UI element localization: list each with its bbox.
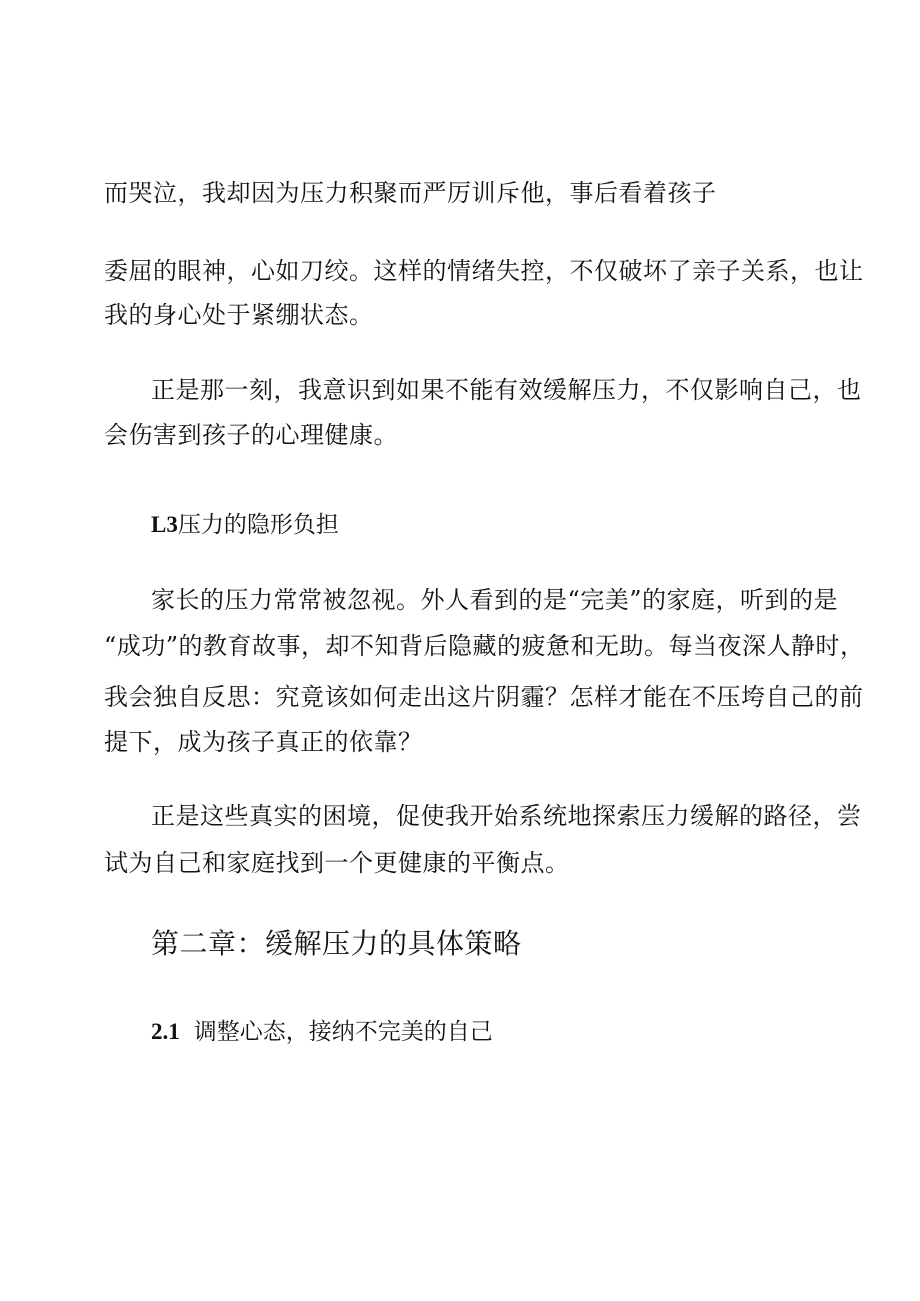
paragraph-line: 我会独自反思：究竟该如何走出这片阴霾？怎样才能在不压垮自己的前: [104, 683, 864, 711]
paragraph-line: 提下，成为孩子真正的依靠？: [104, 728, 423, 756]
section-number: L3: [151, 512, 178, 537]
section-title: 压力的隐形负担: [177, 512, 339, 538]
paragraph-line: 正是那一刻，我意识到如果不能有效缓解压力，不仅影响自己，也: [151, 376, 862, 404]
paragraph-line: 正是这些真实的困境，促使我开始系统地探索压力缓解的路径，尝: [151, 802, 862, 830]
paragraph-line: 我的身心处于紧绷状态。: [104, 301, 374, 329]
paragraph-line: “成功”的教育故事，却不知背后隐藏的疲惫和无助。每当夜深人静时，: [104, 632, 865, 660]
paragraph-line: 试为自己和家庭找到一个更健康的平衡点。: [104, 849, 570, 877]
section-heading: [151, 510, 339, 540]
section-number: 2.1: [151, 1019, 180, 1044]
section-title: 调整心态，接纳不完美的自己: [193, 1019, 493, 1045]
paragraph-line: 而哭泣，我却因为压力积聚而严厉训斥他，事后看着孩子: [104, 179, 717, 207]
section-heading: [151, 1017, 493, 1047]
paragraph-line: 委屈的眼神，心如刀绞。这样的情绪失控，不仅破坏了亲子关系，也让: [104, 257, 864, 285]
chapter-heading: 第二章：缓解压力的具体策略: [151, 927, 522, 960]
paragraph-line: 会伤害到孩子的心理健康。: [104, 421, 398, 449]
paragraph-line: 家长的压力常常被忽视。外人看到的是“完美”的家庭，听到的是: [151, 586, 839, 614]
